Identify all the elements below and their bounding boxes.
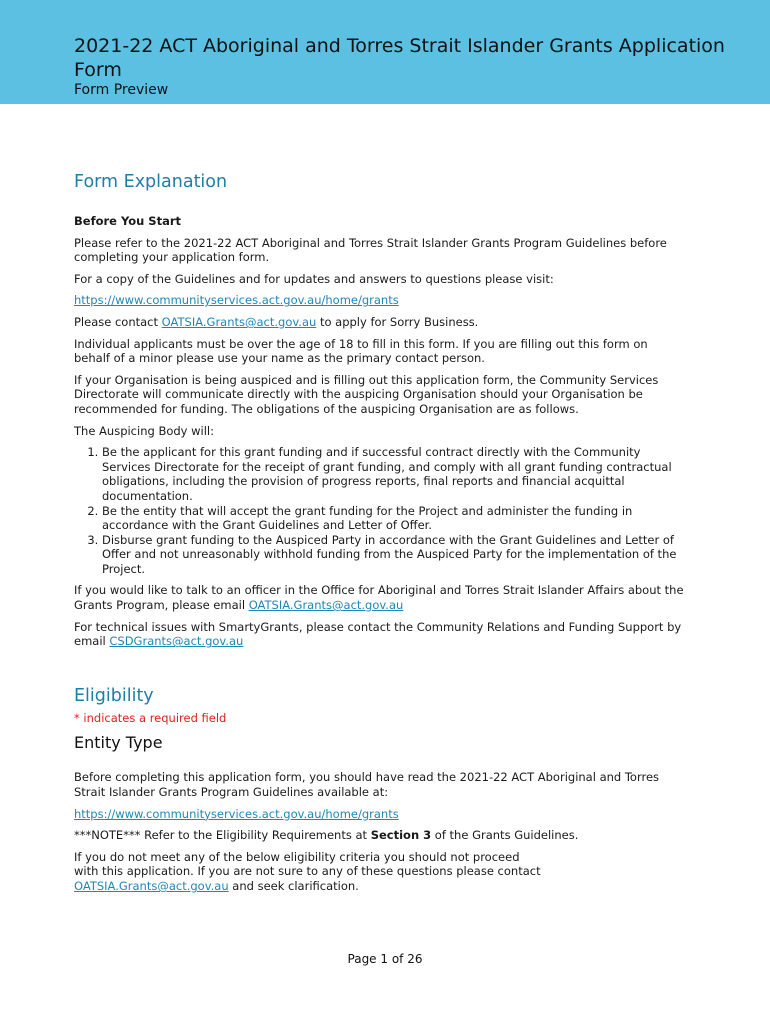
required-field-note: * indicates a required field	[74, 710, 227, 725]
paragraph-auspicing-body: The Auspicing Body will:	[74, 423, 214, 438]
paragraph-age: Individual applicants must be over the age of 18 to fill in this form. If you are filling out this form on behalf of a minor please use your name as the primary contact person.	[74, 336, 648, 366]
section-heading-form-explanation: Form Explanation	[74, 172, 228, 192]
entity-type-heading: Entity Type	[74, 733, 163, 753]
list-item: 3. Disburse grant funding to the Auspiced Party in accordance with the Grant Guidelines and Letter of Offer and not unreasonably withhold funding from the Auspiced Party for the implementation of the Project.	[102, 533, 684, 577]
email-link-oatsia[interactable]: OATSIA.Grants@act.gov.au	[74, 879, 229, 893]
before-you-start-label: Before You Start	[74, 214, 182, 228]
header-banner	[0, 0, 770, 104]
form-title: 2021-22 ACT Aboriginal and Torres Strait Islander Grants Application Form	[74, 35, 725, 81]
email-link-oatsia[interactable]: OATSIA.Grants@act.gov.au	[248, 598, 404, 613]
paragraph-auspiced: If your Organisation is being auspiced and is filling out this application form, the Community Services Directorate will communicate directly with the auspicing Organisation should your Organisation be recommended for funding. The obligations of the auspicing Organisation are as follows.	[74, 372, 659, 416]
paragraph-note: ***NOTE*** Refer to the Eligibility Requirements at Section 3 of the Grants Guidelines.	[74, 828, 579, 843]
paragraph-guidelines: Please refer to the 2021-22 ACT Aboriginal and Torres Strait Islander Grants Program Guidelines before completing your application form.	[74, 235, 667, 265]
email-link-csd[interactable]: CSDGrants@act.gov.au	[109, 634, 244, 649]
grants-link[interactable]: https://www.communityservices.act.gov.au/home/grants	[74, 806, 399, 821]
paragraph-criteria: If you do not meet any of the below eligibility criteria you should not proceed with this application. If you are not sure to any of these questions please contact OATSIA.Grants@act.gov.au and seek clarification.	[74, 849, 541, 893]
auspicing-obligations-list	[74, 445, 684, 576]
form-content	[74, 170, 684, 901]
paragraph-sorry-business: Please contact OATSIA.Grants@act.gov.au to apply for Sorry Business.	[74, 314, 479, 329]
email-link-oatsia[interactable]: OATSIA.Grants@act.gov.au	[161, 314, 317, 329]
section-heading-eligibility: Eligibility	[74, 685, 154, 706]
paragraph-technical: For technical issues with SmartyGrants, please contact the Community Relations and Funding Support by email CSDGrants@act.gov.au	[74, 619, 682, 649]
paragraph-copy: For a copy of the Guidelines and for updates and answers to questions please visit:	[74, 271, 554, 286]
list-item: 2. Be the entity that will accept the grant funding for the Project and administer the funding in accordance with the Grant Guidelines and Letter of Offer.	[102, 504, 684, 533]
page-number: Page 1 of 26	[347, 952, 423, 966]
paragraph-before-completing: Before completing this application form, you should have read the 2021-22 ACT Aboriginal and Torres Strait Islander Grants Program Guidelines available at:	[74, 770, 660, 800]
form-subtitle: Form Preview	[74, 82, 169, 98]
paragraph-contact-officer: If you would like to talk to an officer in the Office for Aboriginal and Torres Strait Islander Affairs about the Grants Program, please email OATSIA.Grants@act.gov.au	[74, 583, 684, 613]
grants-link[interactable]: https://www.communityservices.act.gov.au/home/grants	[74, 293, 399, 308]
list-item: 1. Be the applicant for this grant funding and if successful contract directly with the Community Services Directorate for the receipt of grant funding, and comply with all grant funding contractual obligations, including the provision of progress reports, final reports and financial acquittal documentation.	[102, 445, 684, 503]
